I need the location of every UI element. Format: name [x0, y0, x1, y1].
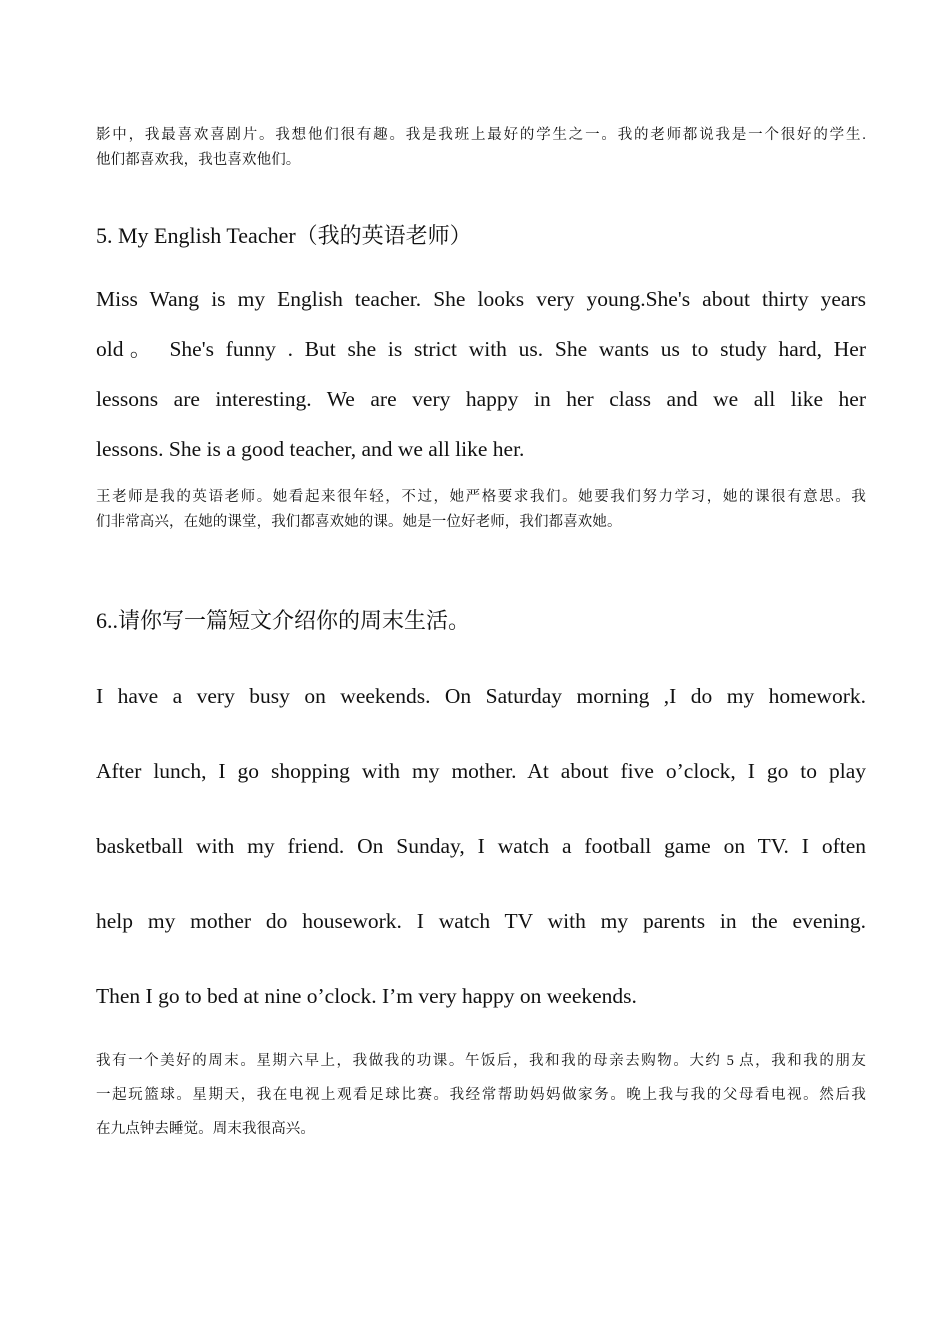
paragraph-line: help my mother do housework. I watch TV with my parents in the evening.: [96, 909, 866, 933]
section-6-english-paragraph: [96, 659, 866, 1034]
paragraph-line: basketball with my friend. On Sunday, I watch a football game on TV. I often: [96, 834, 866, 858]
translation-line: 王老师是我的英语老师。她看起来很年轻，不过，她严格要求我们。她要我们努力学习，她的课很有意思。我: [96, 489, 866, 505]
translation-line: 我有一个美好的周末。星期六早上，我做我的功课。午饭后，我和我的母亲去购物。大约 5 点，我和我的朋友: [96, 1053, 866, 1069]
paragraph-line: Then I go to bed at nine o’clock. I’m very happy on weekends.: [96, 984, 637, 1008]
paragraph-line: Miss Wang is my English teacher. She looks very young.She's about thirty years: [96, 287, 866, 311]
paragraph-line: old。 She's funny . But she is strict with us. She wants us to study hard, Her: [96, 337, 866, 361]
intro-line: 他们都喜欢我，我也喜欢他们。: [96, 152, 301, 168]
translation-line: 在九点钟去睡觉。周末我很高兴。: [96, 1121, 315, 1137]
intro-line: 影中，我最喜欢喜剧片。我想他们很有趣。我是我班上最好的学生之一。我的老师都说我是一个很好的学生.: [96, 127, 866, 143]
section-5-english-paragraph: [96, 274, 866, 474]
intro-continuation-paragraph: [96, 123, 866, 173]
section-6-heading: 6..请你写一篇短文介绍你的周末生活。: [96, 608, 471, 633]
paragraph-line: lessons. She is a good teacher, and we all like her.: [96, 437, 525, 461]
paragraph-line: After lunch, I go shopping with my mother. At about five o’clock, I go to play: [96, 759, 866, 783]
translation-line: 们非常高兴，在她的课堂，我们都喜欢她的课。她是一位好老师，我们都喜欢她。: [96, 514, 622, 530]
section-5-chinese-translation: [96, 485, 866, 535]
section-6-chinese-translation: [96, 1044, 866, 1146]
translation-line: 一起玩篮球。星期天，我在电视上观看足球比赛。我经常帮助妈妈做家务。晚上我与我的父母看电视。然后我: [96, 1087, 866, 1103]
section-5-heading: 5. My English Teacher（我的英语老师）: [96, 223, 472, 248]
paragraph-line: lessons are interesting. We are very happy in her class and we all like her: [96, 387, 866, 411]
paragraph-line: I have a very busy on weekends. On Saturday morning ,I do my homework.: [96, 684, 866, 708]
